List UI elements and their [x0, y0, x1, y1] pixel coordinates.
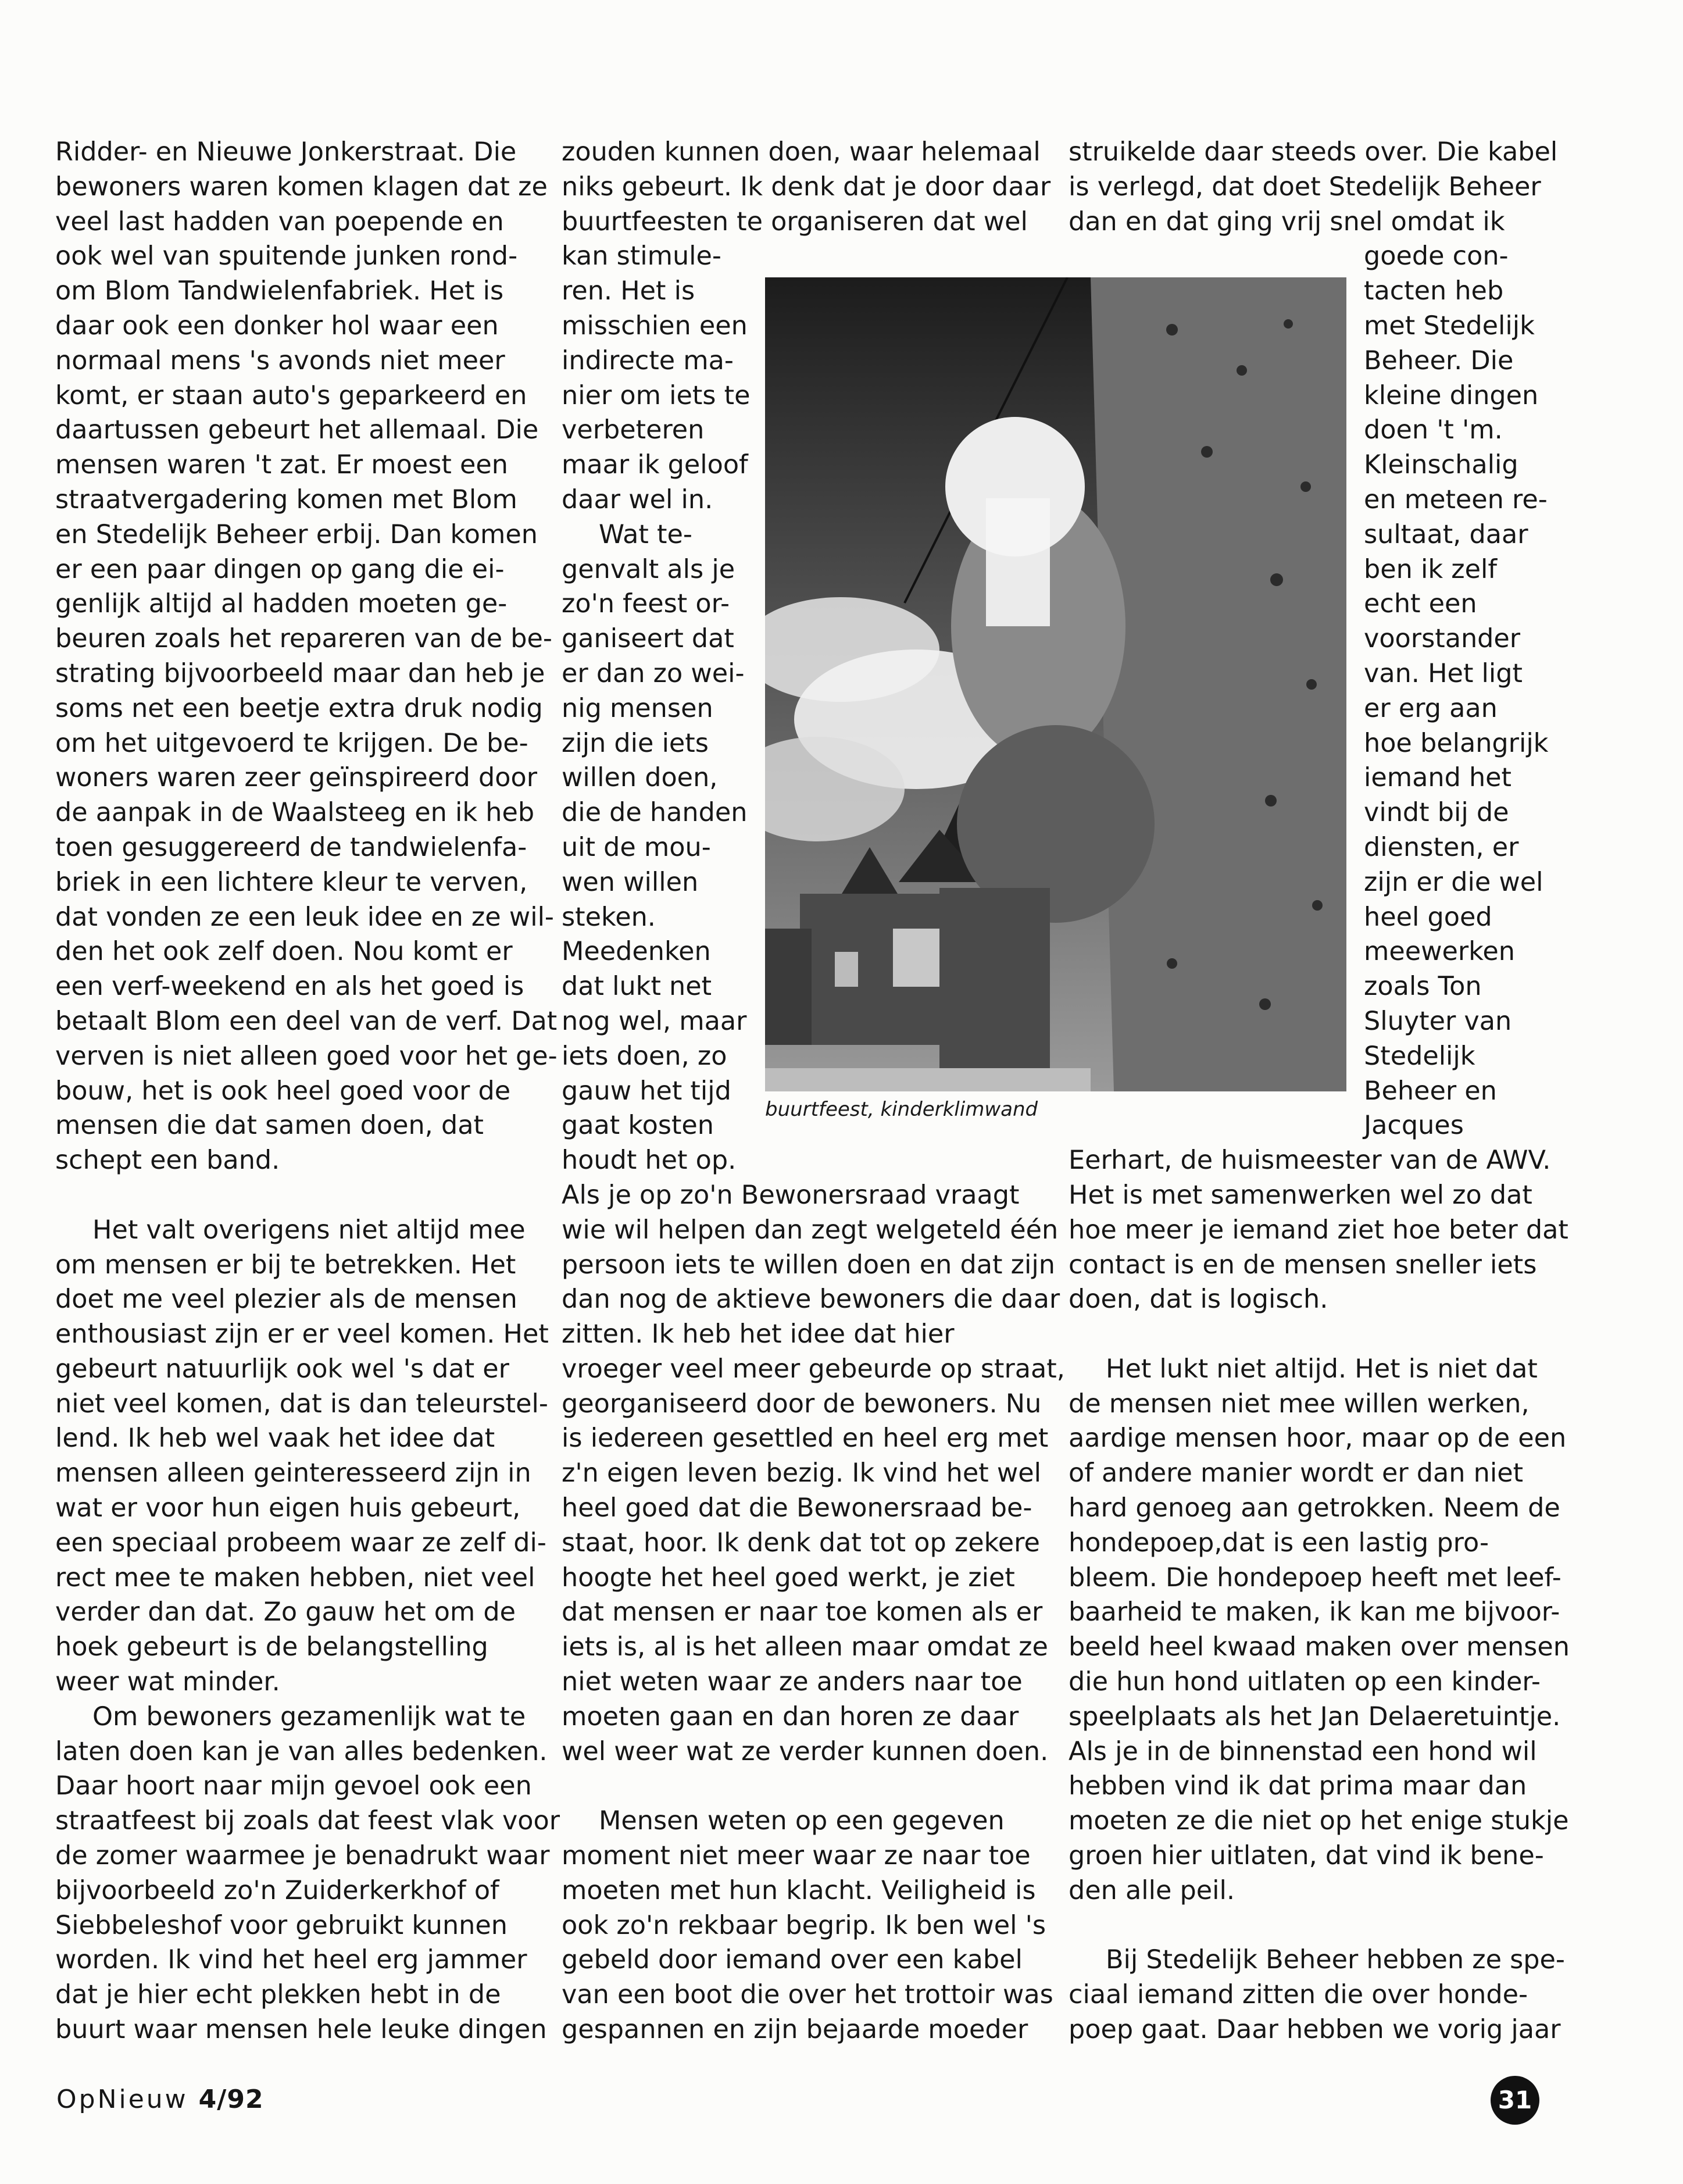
text-line: echt een: [1364, 589, 1477, 619]
text-line: Beheer. Die: [1364, 345, 1514, 376]
text-line: niks gebeurt. Ik denk dat je door daar: [562, 172, 1051, 202]
text-line: is iedereen gesettled en heel erg met: [562, 1423, 1049, 1454]
text-line: Beheer en: [1364, 1076, 1497, 1106]
text-line: dat mensen er naar toe komen als er: [562, 1597, 1043, 1628]
text-line: doet me veel plezier als de mensen: [55, 1284, 517, 1315]
paragraph: [1069, 1943, 1565, 2047]
paragraph: [1069, 135, 1558, 239]
text-line: verven is niet alleen goed voor het ge-: [55, 1041, 558, 1071]
text-line: Sluyter van: [1364, 1006, 1512, 1036]
text-line: een speciaal probeem waar ze zelf di-: [55, 1528, 546, 1558]
text-line: zijn er die wel: [1364, 867, 1543, 897]
text-line: niet veel komen, dat is dan teleurstel-: [55, 1389, 548, 1419]
text-line: hoe meer je iemand ziet hoe beter dat: [1069, 1215, 1568, 1245]
text-line: die hun hond uitlaten op een kinder-: [1069, 1667, 1541, 1697]
text-line: gebeurt natuurlijk ook wel 's dat er: [55, 1354, 509, 1384]
text-line: dat lukt net: [562, 972, 712, 1002]
text-line: Meedenken: [562, 937, 711, 967]
text-line: beeld heel kwaad maken over mensen: [1069, 1632, 1570, 1662]
text-line: de aanpak in de Waalsteeg en ik heb: [55, 798, 535, 828]
text-line: bleem. Die hondepoep heeft met leef-: [1069, 1562, 1561, 1593]
text-line: wel weer wat ze verder kunnen doen.: [562, 1736, 1049, 1767]
text-line: gaat kosten: [562, 1111, 714, 1141]
text-line: bijvoorbeeld zo'n Zuiderkerkhof of: [55, 1875, 499, 1905]
text-line: dan nog de aktieve bewoners die daar: [562, 1284, 1060, 1315]
text-line: maar ik geloof: [562, 450, 748, 480]
text-line: sultaat, daar: [1364, 519, 1528, 549]
text-line: Siebbeleshof voor gebruikt kunnen: [55, 1910, 508, 1940]
paragraph: [562, 1178, 1065, 1769]
text-line: en meteen re-: [1364, 484, 1548, 515]
text-line: verbeteren: [562, 415, 705, 445]
text-line: uit de mou-: [562, 832, 711, 862]
text-line: er dan zo wei-: [562, 658, 745, 688]
text-line: nig mensen: [562, 693, 713, 723]
text-line: Het is met samenwerken wel zo dat: [1069, 1180, 1532, 1210]
text-line: een verf-weekend en als het goed is: [55, 972, 524, 1002]
text-line: de zomer waarmee je benadrukt waar: [55, 1841, 550, 1871]
text-line: Als je in de binnenstad een hond wil: [1069, 1736, 1537, 1767]
text-line: briek in een lichtere kleur te verven,: [55, 867, 528, 897]
text-line: rect mee te maken hebben, niet veel: [55, 1562, 535, 1593]
text-line: schept een band.: [55, 1145, 280, 1176]
text-line: beuren zoals het repareren van de be-: [55, 624, 552, 654]
text-line: mensen waren 't zat. Er moest een: [55, 450, 508, 480]
text-line: gespannen en zijn bejaarde moeder: [562, 2015, 1028, 2045]
issue-number: 4/92: [198, 2085, 264, 2114]
text-line: Eerhart, de huismeester van de AWV.: [1069, 1145, 1551, 1176]
text-line: om Blom Tandwielenfabriek. Het is: [55, 276, 504, 306]
text-line: Ridder- en Nieuwe Jonkerstraat. Die: [55, 137, 517, 167]
text-line: moeten met hun klacht. Veiligheid is: [562, 1875, 1036, 1905]
text-line: genvalt als je: [562, 554, 735, 584]
text-line: daar ook een donker hol waar een: [55, 311, 499, 341]
text-line: normaal mens 's avonds niet meer: [55, 345, 505, 376]
text-line: van. Het ligt: [1364, 658, 1523, 688]
text-line: baarheid te maken, ik kan me bijvoor-: [1069, 1597, 1560, 1628]
text-line: hoe belangrijk: [1364, 728, 1549, 758]
text-line: Daar hoort naar mijn gevoel ook een: [55, 1771, 532, 1801]
text-line: er erg aan: [1364, 693, 1498, 723]
text-line: iemand het: [1364, 763, 1512, 793]
text-line: ren. Het is: [562, 276, 695, 306]
text-line: mensen die dat samen doen, dat: [55, 1111, 484, 1141]
text-line: moment niet meer waar ze naar toe: [562, 1841, 1031, 1871]
text-line: georganiseerd door de bewoners. Nu: [562, 1389, 1042, 1419]
text-line: Als je op zo'n Bewonersraad vraagt: [562, 1180, 1020, 1210]
text-line: heel goed dat die Bewonersraad be-: [562, 1493, 1032, 1523]
text-line: om het uitgevoerd te krijgen. De be-: [55, 728, 528, 758]
text-line: Het lukt niet altijd. Het is niet dat: [1106, 1354, 1538, 1384]
text-line: en Stedelijk Beheer erbij. Dan komen: [55, 519, 538, 549]
text-line: niet weten waar ze anders naar toe: [562, 1667, 1023, 1697]
text-line: groen hier uitlaten, dat vind ik bene-: [1069, 1841, 1544, 1871]
text-line: struikelde daar steeds over. Die kabel: [1069, 137, 1558, 167]
text-line: moeten ze die niet op het enige stukje: [1069, 1806, 1569, 1836]
text-column-1: [55, 135, 560, 2047]
text-line: straatfeest bij zoals dat feest vlak voor: [55, 1806, 560, 1836]
text-line: van een boot die over het trottoir was: [562, 1980, 1053, 2010]
paragraph-wrapped: [562, 518, 753, 1178]
paragraph: [55, 1700, 560, 2047]
text-line: daartussen gebeurt het allemaal. Die: [55, 415, 539, 445]
text-line: laten doen kan je van alles bedenken.: [55, 1736, 548, 1767]
text-line: moeten gaan en dan horen ze daar: [562, 1701, 1019, 1732]
text-line: steken.: [562, 902, 656, 932]
text-line: contact is en de mensen sneller iets: [1069, 1250, 1537, 1280]
text-line: aardige mensen hoor, maar op de een: [1069, 1423, 1567, 1454]
text-line: ben ik zelf: [1364, 554, 1498, 584]
text-line: wie wil helpen dan zegt welgeteld één: [562, 1215, 1059, 1245]
text-line: z'n eigen leven bezig. Ik vind het wel: [562, 1458, 1041, 1489]
text-line: betaalt Blom een deel van de verf. Dat: [55, 1006, 558, 1036]
photo-caption: buurtfeest, kinderklimwand: [765, 1098, 1038, 1121]
text-line: ook wel van spuitende junken rond-: [55, 241, 518, 272]
paragraph: [55, 1213, 549, 1700]
page-number-badge: 31: [1491, 2076, 1539, 2125]
text-line: die de handen: [562, 798, 748, 828]
text-line: veel last hadden van poepende en: [55, 206, 504, 237]
text-line: dat vonden ze een leuk idee en ze wil-: [55, 902, 554, 932]
text-line: hondepoep,dat is een lastig pro-: [1069, 1528, 1489, 1558]
text-line: Jacques: [1364, 1111, 1464, 1141]
text-line: dan en dat ging vrij snel omdat ik: [1069, 206, 1505, 237]
text-line: voorstander: [1364, 624, 1521, 654]
paragraph-wrapped: [562, 239, 753, 517]
photo-block: [765, 277, 1346, 1121]
text-line: Wat te-: [599, 519, 692, 549]
paragraph: [55, 135, 558, 1178]
text-line: er een paar dingen op gang die ei-: [55, 554, 505, 584]
text-line: soms net een beetje extra druk nodig: [55, 693, 543, 723]
text-line: den alle peil.: [1069, 1875, 1235, 1905]
text-line: mensen alleen geinteresseerd zijn in: [55, 1458, 531, 1489]
text-line: meewerken: [1364, 937, 1515, 967]
text-line: speelplaats als het Jan Delaeretuintje.: [1069, 1701, 1561, 1732]
text-line: zijn die iets: [562, 728, 709, 758]
text-line: tacten heb: [1364, 276, 1504, 306]
text-line: dat je hier echt plekken hebt in de: [55, 1980, 501, 2010]
text-line: goede con-: [1364, 241, 1509, 272]
text-line: is verlegd, dat doet Stedelijk Beheer: [1069, 172, 1541, 202]
text-line: toen gesuggereerd de tandwielenfa-: [55, 832, 527, 862]
text-line: straatvergadering komen met Blom: [55, 484, 517, 515]
text-line: zitten. Ik heb het idee dat hier: [562, 1319, 955, 1350]
text-line: wen willen: [562, 867, 699, 897]
text-line: weer wat minder.: [55, 1667, 280, 1697]
text-line: doen, dat is logisch.: [1069, 1284, 1328, 1315]
text-line: worden. Ik vind het heel erg jammer: [55, 1945, 527, 1975]
text-line: ciaal iemand zitten die over honde-: [1069, 1980, 1528, 2010]
text-line: daar wel in.: [562, 484, 713, 515]
text-line: zouden kunnen doen, waar helemaal: [562, 137, 1041, 167]
text-line: diensten, er: [1364, 832, 1519, 862]
paragraph: [1069, 1352, 1570, 1908]
climbing-wall-illustration: [765, 277, 1346, 1091]
text-line: willen doen,: [562, 763, 718, 793]
paragraph: [1069, 1143, 1568, 1317]
text-line: hard genoeg aan getrokken. Neem de: [1069, 1493, 1560, 1523]
text-line: persoon iets te willen doen en dat zijn: [562, 1250, 1055, 1280]
text-line: woners waren zeer geïnspireerd door: [55, 763, 538, 793]
magazine-title: OpNieuw: [56, 2085, 188, 2114]
text-line: bewoners waren komen klagen dat ze: [55, 172, 548, 202]
text-line: of andere manier wordt er dan niet: [1069, 1458, 1524, 1489]
text-line: doen 't 'm.: [1364, 415, 1503, 445]
text-line: buurtfeesten te organiseren dat wel: [562, 206, 1028, 237]
text-line: Mensen weten op een gegeven: [599, 1806, 1005, 1836]
text-line: houdt het op.: [562, 1145, 737, 1176]
text-line: heel goed: [1364, 902, 1492, 932]
paragraph: [562, 1804, 1053, 2047]
text-line: vindt bij de: [1364, 798, 1509, 828]
text-line: iets doen, zo: [562, 1041, 727, 1071]
text-line: indirecte ma-: [562, 345, 734, 376]
text-line: wat er voor hun eigen huis gebeurt,: [55, 1493, 521, 1523]
text-line: misschien een: [562, 311, 748, 341]
text-line: iets is, al is het alleen maar omdat ze: [562, 1632, 1048, 1662]
text-line: hoek gebeurt is de belangstelling: [55, 1632, 488, 1662]
text-line: strating bijvoorbeeld maar dan heb je: [55, 658, 545, 688]
text-line: Bij Stedelijk Beheer hebben ze spe-: [1106, 1945, 1565, 1975]
text-line: Om bewoners gezamenlijk wat te: [92, 1701, 526, 1732]
text-line: hoogte het heel goed werkt, je ziet: [562, 1562, 1015, 1593]
text-line: kan stimule-: [562, 241, 721, 272]
magazine-footer: [56, 2085, 264, 2114]
text-line: lend. Ik heb wel vaak het idee dat: [55, 1423, 495, 1454]
text-line: verder dan dat. Zo gauw het om de: [55, 1597, 516, 1628]
text-line: gauw het tijd: [562, 1076, 731, 1106]
text-line: nog wel, maar: [562, 1006, 747, 1036]
text-line: ganiseert dat: [562, 624, 734, 654]
text-line: hebben vind ik dat prima maar dan: [1069, 1771, 1527, 1801]
text-line: poep gaat. Daar hebben we vorig jaar: [1069, 2015, 1561, 2045]
text-line: Het valt overigens niet altijd mee: [92, 1215, 526, 1245]
text-line: buurt waar mensen hele leuke dingen: [55, 2015, 547, 2045]
text-line: bouw, het is ook heel goed voor de: [55, 1076, 511, 1106]
text-line: genlijk altijd al hadden moeten ge-: [55, 589, 508, 619]
text-line: de mensen niet mee willen werken,: [1069, 1389, 1530, 1419]
text-line: vroeger veel meer gebeurde op straat,: [562, 1354, 1065, 1384]
text-line: kleine dingen: [1364, 380, 1539, 411]
text-line: ook zo'n rekbaar begrip. Ik ben wel 's: [562, 1910, 1046, 1940]
text-line: komt, er staan auto's geparkeerd en: [55, 380, 527, 411]
climbing-wall-photo: [765, 277, 1346, 1091]
text-line: staat, hoor. Ik denk dat tot op zekere: [562, 1528, 1040, 1558]
text-line: nier om iets te: [562, 380, 751, 411]
text-line: enthousiast zijn er er veel komen. Het: [55, 1319, 549, 1350]
text-line: met Stedelijk: [1364, 311, 1535, 341]
text-line: Kleinschalig: [1364, 450, 1518, 480]
text-line: zoals Ton: [1364, 972, 1482, 1002]
text-line: gebeld door iemand over een kabel: [562, 1945, 1023, 1975]
paragraph: [562, 135, 1051, 239]
text-line: om mensen er bij te betrekken. Het: [55, 1250, 516, 1280]
text-line: den het ook zelf doen. Nou komt er: [55, 937, 513, 967]
text-line: zo'n feest or-: [562, 589, 730, 619]
text-line: Stedelijk: [1364, 1041, 1475, 1071]
